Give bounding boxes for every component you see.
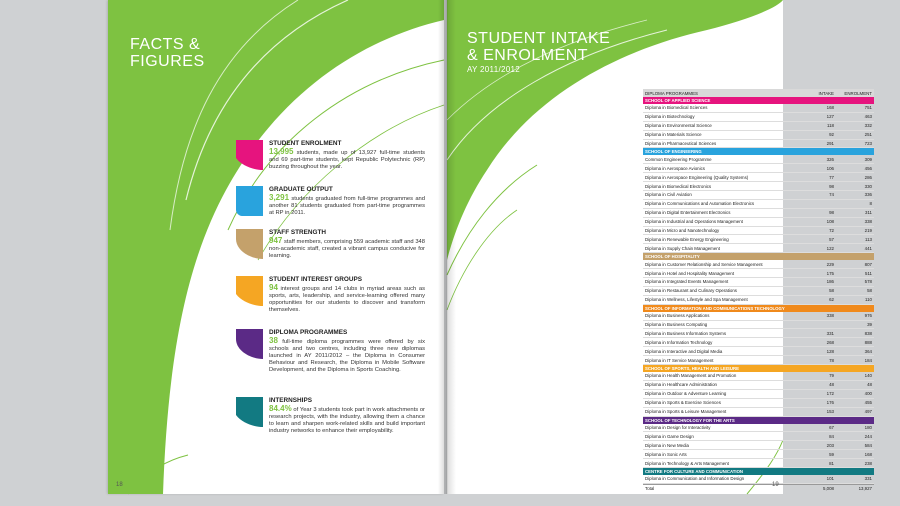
table-row	[643, 347, 874, 356]
row-enrolment: 244	[864, 433, 872, 439]
fact-heading: STUDENT INTEREST GROUPS	[269, 276, 363, 283]
row-enrolment: 219	[864, 228, 872, 234]
row-enrolment: 251	[864, 132, 872, 138]
table-row	[643, 287, 874, 296]
fact-text	[269, 276, 425, 314]
table-section-header: SCHOOL OF SPORTS, HEALTH AND LEISURE	[643, 365, 874, 372]
row-enrolment: 140	[864, 373, 872, 379]
row-intake: 229	[826, 261, 834, 267]
fact-heading: GRADUATE OUTPUT	[269, 186, 333, 193]
fact-body	[269, 237, 425, 260]
row-programme: Diploma in Digital Entertainment Electronics	[645, 210, 731, 216]
table-row	[643, 329, 874, 338]
fact-text	[269, 329, 425, 374]
row-intake: 153	[826, 409, 834, 415]
row-enrolment: 180	[864, 424, 872, 430]
table-row	[643, 338, 874, 347]
row-enrolment: 441	[864, 245, 872, 251]
row-intake: 172	[826, 391, 834, 397]
row-programme: Diploma in Outdoor & Adventure Learning	[645, 391, 727, 397]
row-programme: Diploma in Healthcare Administration	[645, 382, 717, 388]
left-page-number: 18	[116, 482, 123, 488]
row-intake: 128	[826, 348, 834, 354]
row-enrolment: 807	[864, 261, 872, 267]
row-programme: Diploma in Aerospace Avionics	[645, 165, 705, 171]
table-row	[643, 450, 874, 459]
table-section-header: SCHOOL OF APPLIED SCIENCE	[643, 97, 874, 104]
table-row	[643, 244, 874, 253]
row-programme: Diploma in Game Design	[645, 433, 694, 439]
fact-color-swatch	[236, 276, 263, 306]
total-enrolment: 13,927	[858, 486, 872, 492]
row-enrolment: 511	[865, 270, 872, 276]
row-intake: 168	[826, 105, 834, 111]
row-programme: Diploma in Biomedical Electronics	[645, 183, 712, 189]
row-programme: Diploma in Restaurant and Culinary Operations	[645, 288, 738, 294]
header-programme: DIPLOMA PROGRAMMES	[645, 90, 698, 96]
row-intake: 127	[826, 114, 834, 120]
right-page	[447, 0, 872, 494]
fact-value: 947	[269, 236, 283, 245]
table-row	[643, 104, 874, 113]
row-programme: Diploma in Biomedical Sciences	[645, 105, 708, 111]
row-enrolment: 578	[864, 279, 872, 285]
left-page-title: FACTS & FIGURES	[130, 36, 205, 70]
row-programme: Diploma in Materials Science	[645, 132, 702, 138]
fact-value: 3,291	[269, 193, 290, 202]
fact-text	[269, 229, 425, 260]
row-enrolment: 463	[864, 114, 872, 120]
row-programme: Diploma in Renewable Energy Engineering	[645, 236, 729, 242]
row-programme: Diploma in IT Service Management	[645, 357, 714, 363]
fact-description: staff members, comprising 559 academic staff and 348 non-academic staff, created a vibrant campus conducive for learning.	[269, 239, 425, 259]
table-total-row	[643, 484, 874, 493]
total-intake: 5,008	[823, 486, 834, 492]
table-row	[643, 399, 874, 408]
row-enrolment: 331	[864, 476, 872, 482]
table-row	[643, 321, 874, 330]
fact-value: 84.4%	[269, 404, 292, 413]
row-programme: Diploma in Sonic Arts	[645, 451, 687, 457]
table-row	[643, 191, 874, 200]
row-intake: 98	[829, 183, 834, 189]
table-row	[643, 209, 874, 218]
row-intake: 291	[826, 141, 834, 146]
row-programme: Diploma in Communications and Automation Electronics	[645, 201, 755, 207]
row-programme: Diploma in Industrial and Operations Management	[645, 219, 743, 225]
fact-color-swatch	[236, 186, 263, 216]
table-row	[643, 122, 874, 131]
row-enrolment: 838	[864, 330, 872, 336]
row-programme: Diploma in Business Information Systems	[645, 330, 727, 336]
fact-heading: STAFF STRENGTH	[269, 229, 327, 236]
row-intake: 98	[829, 210, 834, 216]
row-enrolment: 311	[865, 210, 872, 216]
table-row	[643, 131, 874, 140]
row-intake: 175	[826, 270, 834, 276]
fact-description: interest groups and 14 clubs in myriad areas such as sports, arts, leadership, and service-learning offered many opportunities for our students to discover and transform themselves.	[269, 286, 425, 313]
right-page-number: 19	[772, 482, 779, 488]
table-row	[643, 140, 874, 149]
row-enrolment: 58	[867, 288, 872, 294]
row-intake: 78	[829, 357, 834, 363]
fact-body	[269, 194, 425, 217]
table-row	[643, 182, 874, 191]
row-intake: 118	[827, 123, 834, 129]
row-enrolment: 888	[864, 339, 872, 345]
table-row	[643, 155, 874, 164]
fact-value: 94	[269, 283, 278, 292]
row-enrolment: 184	[864, 357, 872, 363]
fact-description: students, made up of 13,927 full-time students and 69 part-time students, kept Republic Polytechnic (RP) buzzing throughout the year.	[269, 150, 425, 170]
table-row	[643, 312, 874, 321]
row-intake: 84	[829, 433, 834, 439]
row-enrolment: 48	[867, 382, 872, 388]
row-enrolment: 336	[864, 192, 872, 198]
header-intake: INTAKE	[818, 90, 834, 96]
row-programme: Diploma in New Media	[645, 442, 689, 448]
row-programme: Diploma in Integrated Events Management	[645, 279, 729, 285]
table-row	[643, 441, 874, 450]
fact-description: full-time diploma programmes were offered by six schools and two centres, including three new diplomas launched in AY 2011/2012 – the Diploma in Consumer Behaviour and Research, the Diploma in Mobile Software Development, and the Diploma in Sports Coaching.	[269, 339, 425, 373]
row-intake: 62	[829, 297, 834, 303]
row-intake: 74	[829, 192, 834, 198]
table-row	[643, 390, 874, 399]
row-enrolment: 332	[864, 123, 872, 129]
row-enrolment: 8	[869, 201, 872, 207]
row-programme: Diploma in Sports & Leisure Management	[645, 409, 727, 415]
table-row	[643, 269, 874, 278]
row-programme: Diploma in Civil Aviation	[645, 192, 692, 198]
row-enrolment: 110	[865, 297, 872, 303]
row-enrolment: 39	[867, 322, 872, 328]
table-row	[643, 278, 874, 287]
row-intake: 92	[829, 132, 834, 138]
row-programme: Diploma in Sports & Exercise Sciences	[645, 400, 721, 406]
table-row	[643, 227, 874, 236]
fact-body	[269, 284, 425, 314]
table-row	[643, 408, 874, 417]
table-row	[643, 381, 874, 390]
row-programme: Diploma in Business Computing	[645, 322, 708, 328]
row-programme: Diploma in Wellness, Lifestyle and Spa Management	[645, 297, 748, 303]
row-enrolment: 976	[864, 313, 872, 319]
right-page-subtitle: AY 2011/2012	[467, 65, 520, 74]
fact-value: 13,995	[269, 147, 294, 156]
row-programme: Diploma in Environmental Science	[645, 123, 712, 129]
row-intake: 67	[829, 424, 834, 430]
fact-heading: INTERNSHIPS	[269, 397, 312, 404]
row-enrolment: 497	[864, 409, 872, 415]
fact-color-swatch	[236, 229, 263, 259]
table-row	[643, 475, 874, 484]
table-header	[643, 89, 874, 97]
fact-description: of Year 3 students took part in work attachments or research projects, with the industry, allowing them a chance to learn and sharpen work-related skills and build important industry networks to enhance their employability.	[269, 407, 425, 434]
row-programme: Diploma in Supply Chain Management	[645, 245, 720, 251]
fact-body	[269, 148, 425, 171]
fact-body	[269, 405, 425, 435]
brochure-spread	[108, 0, 872, 494]
row-intake: 122	[826, 245, 834, 251]
table-row	[643, 200, 874, 209]
row-intake: 326	[826, 156, 834, 162]
table-row	[643, 296, 874, 305]
row-programme: Diploma in Communication and Information Design	[645, 476, 745, 482]
table-row	[643, 173, 874, 182]
row-programme: Diploma in Information Technology	[645, 339, 713, 345]
row-enrolment: 113	[865, 236, 872, 242]
row-programme: Diploma in Biotechnology	[645, 114, 695, 120]
row-enrolment: 330	[864, 183, 872, 189]
row-programme: Diploma in Micro and Nanotechnology	[645, 228, 720, 234]
row-enrolment: 286	[864, 174, 872, 180]
row-programme: Diploma in Customer Relationship and Service Management	[645, 261, 763, 267]
fact-value: 38	[269, 336, 278, 345]
row-enrolment: 723	[864, 141, 872, 146]
row-programme: Diploma in Aerospace Engineering (Quality Systems)	[645, 174, 749, 180]
fact-heading: DIPLOMA PROGRAMMES	[269, 329, 348, 336]
row-enrolment: 238	[864, 460, 872, 466]
row-intake: 176	[826, 400, 834, 406]
table-section-header: SCHOOL OF INFORMATION AND COMMUNICATIONS TECHNOLOGY	[643, 305, 874, 312]
table-row	[643, 164, 874, 173]
intake-enrolment-table	[643, 89, 874, 493]
left-page	[108, 0, 444, 494]
row-enrolment: 309	[864, 156, 872, 162]
header-enrolment: ENROLMENT	[844, 90, 872, 96]
row-intake: 48	[829, 382, 834, 388]
row-programme: Common Engineering Programme	[645, 156, 712, 162]
row-intake: 57	[829, 236, 834, 242]
table-section-header: SCHOOL OF TECHNOLOGY FOR THE ARTS	[643, 417, 874, 424]
row-enrolment: 338	[864, 219, 872, 225]
table-section-header: SCHOOL OF ENGINEERING	[643, 148, 874, 155]
row-intake: 338	[826, 313, 834, 319]
table-row	[643, 235, 874, 244]
fact-color-swatch	[236, 140, 263, 170]
row-enrolment: 584	[864, 442, 872, 448]
row-enrolment: 455	[864, 400, 872, 406]
row-programme: Diploma in Business Applications	[645, 313, 710, 319]
row-intake: 72	[829, 228, 834, 234]
row-programme: Diploma in Hotel and Hospitality Management	[645, 270, 735, 276]
fact-heading: STUDENT ENROLMENT	[269, 140, 342, 147]
row-intake: 77	[829, 174, 834, 180]
fact-color-swatch	[236, 329, 263, 359]
fact-description: students graduated from full-time programmes and another 81 students graduated from part-time programmes at RP in 2011.	[269, 196, 425, 216]
fact-body	[269, 337, 425, 374]
row-intake: 81	[829, 460, 834, 466]
table-row	[643, 218, 874, 227]
table-section-header: SCHOOL OF HOSPITALITY	[643, 253, 874, 260]
fact-color-swatch	[236, 397, 263, 427]
row-intake: 203	[826, 442, 834, 448]
row-enrolment: 364	[864, 348, 872, 354]
table-row	[643, 260, 874, 269]
table-row	[643, 356, 874, 365]
row-programme: Diploma in Interactive and Digital Media	[645, 348, 723, 354]
row-enrolment: 456	[864, 165, 872, 171]
row-intake: 59	[829, 451, 834, 457]
row-intake: 101	[826, 476, 834, 482]
fact-text	[269, 140, 425, 171]
table-row	[643, 459, 874, 468]
row-intake: 58	[829, 288, 834, 294]
row-programme: Diploma in Pharmaceutical Sciences	[645, 141, 717, 146]
row-enrolment: 168	[864, 451, 872, 457]
table-row	[643, 372, 874, 381]
total-label: Total	[645, 486, 655, 492]
fact-text	[269, 186, 425, 217]
table-row	[643, 424, 874, 433]
row-intake: 331	[826, 330, 834, 336]
table-section-header: CENTRE FOR CULTURE AND COMMUNICATION	[643, 468, 874, 475]
row-enrolment: 400	[864, 391, 872, 397]
row-intake: 268	[826, 339, 834, 345]
fact-text	[269, 397, 425, 435]
table-row	[643, 432, 874, 441]
row-intake: 186	[826, 279, 834, 285]
row-enrolment: 751	[864, 105, 872, 111]
right-page-title: STUDENT INTAKE & ENROLMENT	[467, 30, 611, 64]
row-intake: 108	[826, 219, 834, 225]
row-intake: 79	[829, 373, 834, 379]
row-programme: Diploma in Health Management and Promotion	[645, 373, 737, 379]
row-programme: Diploma in Technology & Arts Management	[645, 460, 729, 466]
table-row	[643, 113, 874, 122]
table-body	[643, 97, 874, 493]
row-programme: Diploma in Design for Interactivity	[645, 424, 711, 430]
row-intake: 106	[826, 165, 834, 171]
